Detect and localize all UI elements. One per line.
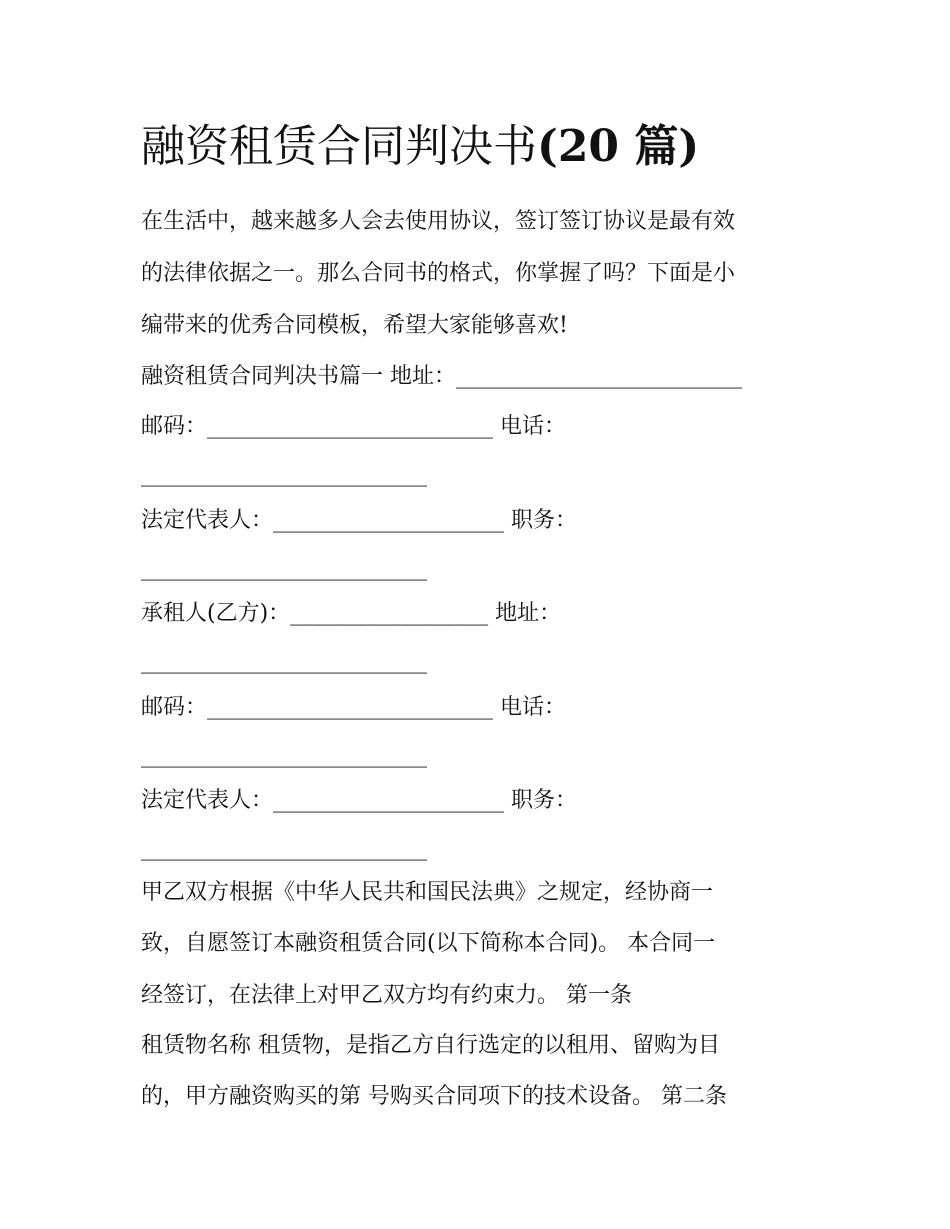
zip-phone-line: 邮码：__________________________ 电话： — [141, 695, 566, 720]
blank-line: __________________________ — [141, 462, 427, 487]
blank-line: __________________________ — [141, 743, 427, 768]
body-line: 在生活中，越来越多人会去使用协议，签订签订协议是最有效 — [141, 209, 736, 234]
blank-line: __________________________ — [141, 836, 427, 861]
title-suffix: (20 篇) — [537, 121, 700, 172]
body-line: 经签订，在法律上对甲乙双方均有约束力。 第一条 — [141, 983, 632, 1008]
body-line: 的，甲方融资购买的第 号购买合同项下的技术设备。 第二条 — [141, 1084, 727, 1109]
address-line: 融资租赁合同判决书篇一 地址：__________________________ — [141, 364, 742, 389]
body-line: 致，自愿签订本融资租赁合同(以下简称本合同)。 本合同一 — [141, 931, 716, 956]
lessee-line: 承租人(乙方)：__________________ 地址： — [141, 601, 562, 626]
blank-line: __________________________ — [141, 649, 427, 674]
body-line: 租赁物名称 租赁物，是指乙方自行选定的以租用、留购为目 — [141, 1033, 720, 1058]
representative-line: 法定代表人：_____________________ 职务： — [141, 788, 577, 813]
blank-line: __________________________ — [141, 556, 427, 581]
body-line: 的法律依据之一。那么合同书的格式，你掌握了吗？下面是小 — [141, 261, 736, 286]
title-text: 融资租赁合同判决书 — [141, 121, 537, 172]
body-line: 甲乙双方根据《中华人民共和国民法典》之规定，经协商一 — [141, 880, 714, 905]
zip-phone-line: 邮码：__________________________ 电话： — [141, 414, 566, 439]
representative-line: 法定代表人：_____________________ 职务： — [141, 508, 577, 533]
body-line: 编带来的优秀合同模板，希望大家能够喜欢! — [141, 313, 568, 338]
document-title — [141, 112, 699, 182]
